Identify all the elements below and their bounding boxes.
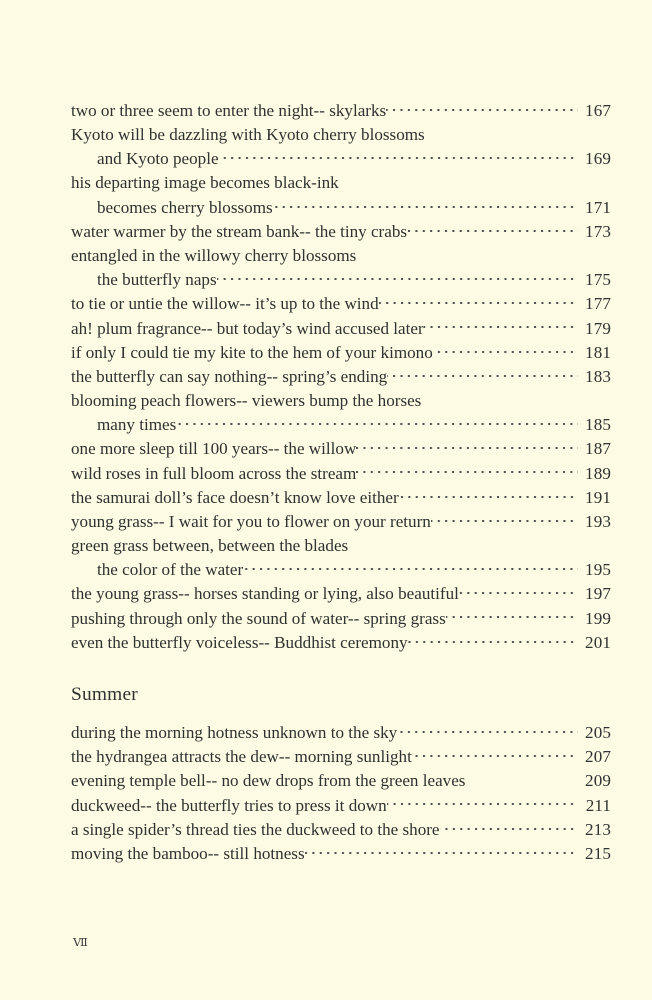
toc-page-number[interactable]: 213 [585,819,611,839]
toc-entry-title: the samurai doll’s face doesn’t know love either [71,487,399,507]
toc-entry[interactable] [71,606,611,630]
toc-page-number[interactable]: 209 [585,771,611,791]
toc-entry[interactable] [71,292,611,316]
toc-entry-title: one more sleep till 100 years-- the willow [71,439,357,459]
toc-entry[interactable] [71,341,611,365]
toc-page-number[interactable]: 205 [585,722,611,742]
toc-page-number[interactable]: 201 [585,632,611,652]
dot-leader [243,558,581,575]
toc-entry[interactable] [71,437,611,461]
dot-leader [379,292,581,309]
toc-entry-title: the butterfly naps [97,270,217,290]
toc-page-number[interactable]: 193 [585,511,611,531]
toc-entry-title: pushing through only the sound of water-- spring grass [71,608,446,628]
toc-page-number[interactable]: 191 [585,487,611,507]
toc-entry-title: a single spider’s thread ties the duckweed to the shore [71,819,440,839]
toc-entry[interactable] [71,147,611,171]
toc-entry-title: the hydrangea attracts the dew-- morning sunlight [71,747,412,767]
toc-entry[interactable] [71,558,611,582]
toc-entry-title: blooming peach flowers-- viewers bump the horses [71,390,422,410]
toc-entry[interactable] [71,793,611,817]
toc-entry-title: and Kyoto people [97,149,219,169]
toc-entry-title: ah! plum fragrance-- but today’s wind accused later [71,318,424,338]
toc-page-number[interactable]: 181 [585,342,611,362]
toc-page-number[interactable]: 175 [585,270,611,290]
dot-leader [273,196,581,213]
table-of-contents [71,99,611,866]
toc-entry[interactable] [71,316,611,340]
toc-entry-title: becomes cherry blossoms [97,197,273,217]
toc-entry[interactable] [71,631,611,655]
toc-page-number[interactable]: 195 [585,560,611,580]
dot-leader [433,341,581,358]
dot-leader [424,316,581,333]
toc-entry-title: his departing image becomes black-ink [71,173,339,193]
toc-entry[interactable] [71,196,611,220]
dot-leader [176,413,581,430]
toc-entry-line[interactable] [71,534,611,558]
toc-entry-title: evening temple bell-- no dew drops from the green leaves [71,771,466,791]
dot-leader [386,99,581,116]
toc-page-number[interactable]: 215 [585,843,611,863]
toc-entry-line[interactable] [71,171,611,195]
dot-leader [356,461,581,478]
toc-page-number[interactable]: 187 [585,439,611,459]
toc-page-number[interactable]: 211 [585,795,611,815]
toc-entry-title: to tie or untie the willow-- it’s up to the wind [71,294,379,314]
toc-entry-line[interactable] [71,389,611,413]
dot-leader [440,818,581,835]
dot-leader [399,486,581,503]
toc-entry-title: two or three seem to enter the night-- skylarks [71,101,387,121]
toc-entry[interactable] [71,461,611,485]
toc-entry[interactable] [71,769,611,793]
toc-page-number[interactable]: 183 [585,366,611,386]
dot-leader [305,842,581,859]
dot-leader [408,631,581,648]
dot-leader [459,582,581,599]
toc-entry-title: duckweed-- the butterfly tries to press it down [71,795,387,815]
dot-leader [387,793,581,810]
toc-entry[interactable] [71,818,611,842]
toc-entry[interactable] [71,486,611,510]
toc-entry-title: the color of the water [97,560,244,580]
toc-entry-title: many times [97,415,177,435]
toc-page-number[interactable]: 167 [585,101,611,121]
toc-entry[interactable] [71,99,611,123]
toc-entry[interactable] [71,721,611,745]
toc-entry-title: the young grass-- horses standing or lying, also beautiful [71,584,459,604]
dot-leader [412,745,581,762]
toc-page-number[interactable]: 189 [585,463,611,483]
dot-leader [217,268,581,285]
folio-page-number: Ⅶ [73,937,89,949]
toc-page-number[interactable]: 169 [585,149,611,169]
toc-entry-title: water warmer by the stream bank-- the tiny crabs [71,221,408,241]
toc-entry[interactable] [71,365,611,389]
toc-entry[interactable] [71,268,611,292]
toc-entry[interactable] [71,582,611,606]
toc-entry-title: green grass between, between the blades [71,536,349,555]
toc-page-number[interactable]: 171 [585,197,611,217]
toc-entry-title: during the morning hotness unknown to the sky [71,722,398,742]
toc-page-number[interactable]: 177 [585,294,611,314]
dot-leader [397,721,581,738]
toc-page-number[interactable]: 199 [585,608,611,628]
toc-entry-line[interactable] [71,123,611,147]
toc-entry-line[interactable] [71,244,611,268]
dot-leader [407,220,581,237]
dot-leader [446,606,581,623]
toc-page-number[interactable]: 179 [585,318,611,338]
section-heading: Summer [71,683,138,705]
toc-entry-title: entangled in the willowy cherry blossoms [71,245,357,265]
toc-entry-title: wild roses in full bloom across the stream [71,463,357,483]
toc-page-number[interactable]: 207 [585,747,611,767]
toc-entry-title: the butterfly can say nothing-- spring’s ending [71,366,388,386]
toc-entry-title: even the butterfly voiceless-- Buddhist ceremony [71,632,408,652]
toc-page-number[interactable]: 185 [585,415,611,435]
dot-leader [387,365,581,382]
toc-entry-title: Kyoto will be dazzling with Kyoto cherry blossoms [71,125,425,145]
toc-page-number[interactable]: 173 [585,221,611,241]
toc-entry[interactable] [71,413,611,437]
toc-page-number[interactable]: 197 [585,584,611,604]
toc-entry-title: moving the bamboo-- still hotness [71,843,305,863]
toc-entry[interactable] [71,745,611,769]
toc-entry[interactable] [71,510,611,534]
toc-entry-title: if only I could tie my kite to the hem of your kimono [71,342,433,362]
dot-leader [356,437,581,454]
dot-leader [219,147,581,164]
dot-leader [431,510,581,527]
toc-entry[interactable] [71,220,611,244]
toc-entry[interactable] [71,842,611,866]
toc-entry-title: young grass-- I wait for you to flower on your return [71,511,431,531]
dot-leader [465,769,581,786]
